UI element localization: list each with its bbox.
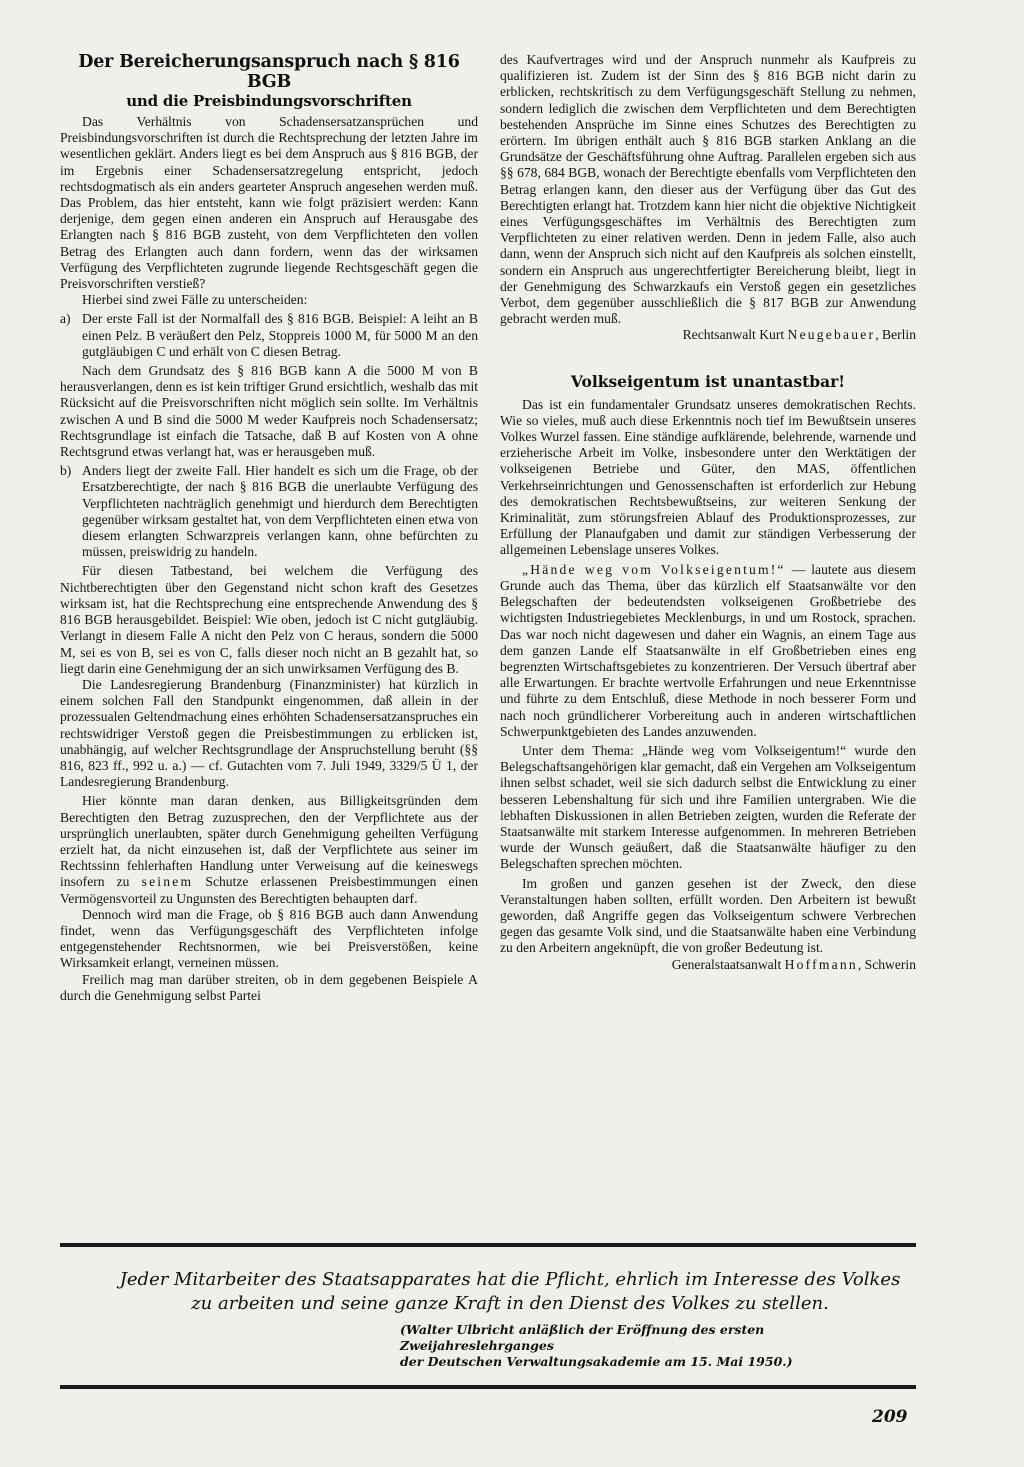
spaced-emphasis: seinem: [141, 874, 194, 890]
list-marker: a): [60, 311, 71, 327]
article1-paragraph: Freilich mag man darüber streiten, ob in dem gegebenen Beispiele A durch die Genehmigung selbst Partei: [60, 971, 478, 1003]
quote-block: [100, 1268, 920, 1316]
article2-paragraph: Das ist ein fundamentaler Grundsatz unseres demokratischen Rechts. Wie so vieles, muß auch diese Erkenntnis noch tief im Bewußtsein unseres Volkes Wurzel fassen. Eine ständige aufklärende, belehrende, warnende und erzieherische Arbeit im Volke, insbesondere unter den Werktätigen der volkseigenen Betriebe und Güter, den MAS, öffentlichen Verkehrseinrichtungen und Genossenschaften ist erforderlich zur Hebung des demokratischen Rechtsbewußtseins, zur weiteren Senkung der Kriminalität, zum störungsfreien Ablauf des Produktionsprozesses, zur Erfüllung der Planaufgaben und damit zur ständigen Verbesserung der allgemeinen Lebenslage unseres Volkes.: [500, 396, 916, 558]
article1-title-line1: Der Bereicherungsanspruch nach § 816 BGB: [78, 52, 460, 92]
page-number: 209: [872, 1407, 908, 1427]
list-item-text: Anders liegt der zweite Fall. Hier handelt es sich um die Frage, ob der Ersatzberechtigte, der nach § 816 BGB die unerlaubte Verfügung des Verpflichteten nachträglich genehmigt und hierdurch dem Berechtigten gegenüber wirksam gestaltet hat, von dem Verpflichteten einen etwa von diesem erlangten Schwarzpreis verlangen kann, ohne befürchten zu müssen, preiswidrig zu handeln.: [82, 463, 478, 560]
article1-paragraph: Hier könnte man daran denken, aus Billigkeitsgründen dem Berechtigten den Betrag zuzusprechen, den der Verpflichtete aus der ursprünglich unerlaubten, später durch Genehmigung geheilten Verfügung erzielt hat, da nicht einzusehen ist, daß der Verpflichtete aus seiner im Rechtssinn fehlerhaften Handlung unter Verweisung auf die keineswegs insofern zu seinem Schutze erlassenen Preisbestimmungen einen Vermögensvorteil zu Ungunsten des Berechtigten behaupten darf.: [60, 793, 478, 906]
quote-line: Jeder Mitarbeiter des Staatsapparates hat die Pflicht, ehrlich im Interesse des Volkes: [119, 1269, 901, 1290]
spaced-emphasis: „Hände weg vom Volkseigentum!“: [522, 561, 786, 577]
article2-paragraph: Im großen und ganzen gesehen ist der Zweck, den diese Veranstaltungen haben sollten, erfüllt worden. Den Arbeitern ist bewußt geworden, daß Angriffe gegen das Volkseigentum schwere Verbrechen gegen das gesamte Volk sind, und die Staatsanwälte haben eine Verbindung zu den Arbeitern angeknüpft, die von großer Bedeutung ist.: [500, 875, 916, 956]
right-column: [500, 52, 916, 973]
article1-paragraph: Für diesen Tatbestand, bei welchem die Verfügung des Nichtberechtigten über den Gegenstand nicht schon kraft des Gesetzes wirksam ist, hat die Rechtsprechung eine entsprechende Anwendung des § 816 BGB herausgebildet. Beispiel: Wie oben, jedoch ist C nicht gutgläubig. Verlangt in diesem Falle A nicht den Pelz von C heraus, sondern die 5000 M, sei es von B, sei es von C, falls dieser noch nicht an B gezahlt hat, so liegt darin eine Genehmigung der an sich unwirksamen Verfügung des B.: [60, 563, 478, 676]
article1-list-item-b: [60, 463, 478, 560]
list-item-text: Der erste Fall ist der Normalfall des § 816 BGB. Beispiel: A leiht an B einen Pelz. B veräußert den Pelz, Stoppreis 1000 M, für 5000 M an den gutgläubigen C und erhält von C diesen Betrag.: [82, 311, 478, 359]
article2-paragraph: Unter dem Thema: „Hände weg vom Volkseigentum!“ wurde den Belegschaftsangehörigen klar gemacht, daß ein Vergehen am Volkseigentum ihnen selbst schadet, weil sie sich dadurch selbst die Entwicklung zu einer besseren Lebenshaltung für sich und ihre Familien untergraben. Wie die lebhaften Diskussionen in allen Betrieben zeigten, wurden die Referate der Staatsanwälte mit starkem Interesse aufgenommen. In mehreren Betrieben wurde der Wunsch geäußert, daß die Staatsanwälte häufiger zu den Belegschaften sprechen möchten.: [500, 742, 916, 872]
article1-title-line2: und die Preisbindungsvorschriften: [126, 92, 412, 110]
left-column: [60, 52, 478, 1004]
article1-paragraph: Dennoch wird man die Frage, ob § 816 BGB auch dann Anwendung findet, wenn das Verfügungsgeschäft des Verpflichteten infolge entgegenstehender Rechtsnormen, wie bei Preisverstößen, keine Wirksamkeit erlangt, verneinen müssen.: [60, 906, 478, 971]
article1-signature: Rechtsanwalt Kurt Neugebauer, Berlin: [682, 327, 916, 343]
article1-paragraph-continued: des Kaufvertrages wird und der Anspruch nunmehr als Kaufpreis zu qualifizieren ist. Zudem ist der Sinn des § 816 BGB nicht darin zu erblicken, rechtskritisch zu dem Verfügungsgeschäft Stellung zu nehmen, sondern lediglich die zwischen dem Verpflichteten und dem Berechtigten bestehenden Ansprüche im Sinne eines Schutzes des Berechtigten zu erörtern. Im übrigen enthält auch § 816 BGB starken Anklang an die Grundsätze der Geschäftsführung ohne Auftrag. Parallelen ergeben sich aus §§ 678, 684 BGB, wonach der Berechtigte ebenfalls vom Verpflichteten den Betrag erlangen kann, den dieser aus der Verfügung über das Gut des Berechtigten erlangt hat. Trotzdem kann hier nicht die objektive Nichtigkeit eines Verfügungsgeschäftes im Verhältnis des Berechtigten zum Verpflichteten zu einer relativen werden. Denn in jedem Falle, also auch dann, wenn der Anspruch sich nicht auf den Kaufpreis als solchen einstellt, sondern ein Anspruch aus ungerechtfertigter Bereicherung bleibt, liegt in der Genehmigung des Schwarzkaufs ein Verstoß gegen ein gesetzliches Verbot, dem gegenüber ausschließlich die § 817 BGB zur Anwendung gebracht werden muß.: [500, 52, 916, 327]
article1-paragraph: Die Landesregierung Brandenburg (Finanzminister) hat kürzlich in einem solchen Fall den Standpunkt eingenommen, daß allein in der prozessualen Geltendmachung eines erhöhten Schadensersatzanspruches ein rechtswidriger Verstoß gegen die Preisbestimmungen zu erblicken ist, unabhängig, auf welcher Rechtsgrundlage der Anspruchstellung beruht (§§ 816, 823 ff., 992 u. a.) — cf. Gutachten vom 7. Juli 1949, 3329/5 Ü 1, der Landesregierung Brandenburg.: [60, 676, 478, 790]
article2-paragraph: „Hände weg vom Volkseigentum!“ — lautete aus diesem Grunde auch das Thema, über das kürzlich elf Staatsanwälte vor den Belegschaften der bedeutendsten volkseigenen Großbetriebe des wichtigsten Industriegebietes Mecklenburgs, in und um Rostock, sprachen. Das war noch nicht dagewesen und daher ein Wagnis, an einem Tage aus dem ganzen Lande elf Staatsanwälte in elf Großbetrieben eines eng begrenzten Wirtschaftsgebietes zu konzentrieren. Der Versuch übertraf aber alle Erwartungen. Er brachte wertvolle Erfahrungen und neue Erkenntnisse und führte zu dem Entschluß, diese Methode in noch besserer Form und nach noch gründlicherer Vorbereitung auch in anderen wirtschaftlichen Schwerpunktgebieten des Landes anzuwenden.: [500, 561, 916, 739]
article2-signature: Generalstaatsanwalt Hoffmann, Schwerin: [671, 956, 916, 972]
list-marker: b): [60, 463, 72, 479]
quote-source-line: der Deutschen Verwaltungsakademie am 15. Mai 1950.): [400, 1354, 793, 1369]
quote-source: [400, 1322, 920, 1370]
quote-source-line: (Walter Ulbricht anläßlich der Eröffnung des ersten Zweijahreslehrganges: [400, 1322, 765, 1353]
quote-line: zu arbeiten und seine ganze Kraft in den Dienst des Volkes zu stellen.: [191, 1293, 829, 1314]
article1-paragraph: Hierbei sind zwei Fälle zu unterscheiden:: [82, 292, 308, 308]
top-divider: [60, 1243, 916, 1247]
author-name: Neugebauer: [787, 327, 876, 343]
article2-title: Volkseigentum ist unantastbar!: [570, 371, 846, 391]
article1-paragraph: Nach dem Grundsatz des § 816 BGB kann A die 5000 M von B herausverlangen, denn es ist kein triftiger Grund ersichtlich, weshalb das mit Rücksicht auf die Preisvorschriften nicht möglich sein sollte. Im Verhältnis zwischen A und B sind die 5000 M weder Kaufpreis noch Schadensersatz; Rechtsgrundlage ist einfach die Tatsache, daß B auf Kosten von A ohne Rechtsgrund etwas verlangt hat, was er herausgeben muß.: [60, 363, 478, 460]
author-name: Hoffmann: [784, 956, 858, 972]
bottom-divider: [60, 1385, 916, 1389]
article1-list-item-a: [60, 311, 478, 360]
article1-paragraph: Das Verhältnis von Schadensersatzansprüchen und Preisbindungsvorschriften ist durch die Rechtsprechung der letzten Jahre im wesentlichen geklärt. Anders liegt es bei dem Anspruch aus § 816 BGB, der im Ergebnis einer Schadensersatzregelung entspricht, jedoch rechtsdogmatisch als ein anders gearteter Anspruch angesehen werden muß. Das Problem, das hier entsteht, kann wie folgt präzisiert werden: Kann derjenige, dem gegen einen anderen ein Anspruch auf Herausgabe des Erlangten nach § 816 BGB zusteht, von dem Verpflichteten den vollen Betrag des Erlangten auch dann fordern, wenn das der wirksamen Verfügung des Verpflichteten zugrunde liegende Rechtsgeschäft gegen die Preisvorschriften verstieß?: [60, 114, 478, 292]
